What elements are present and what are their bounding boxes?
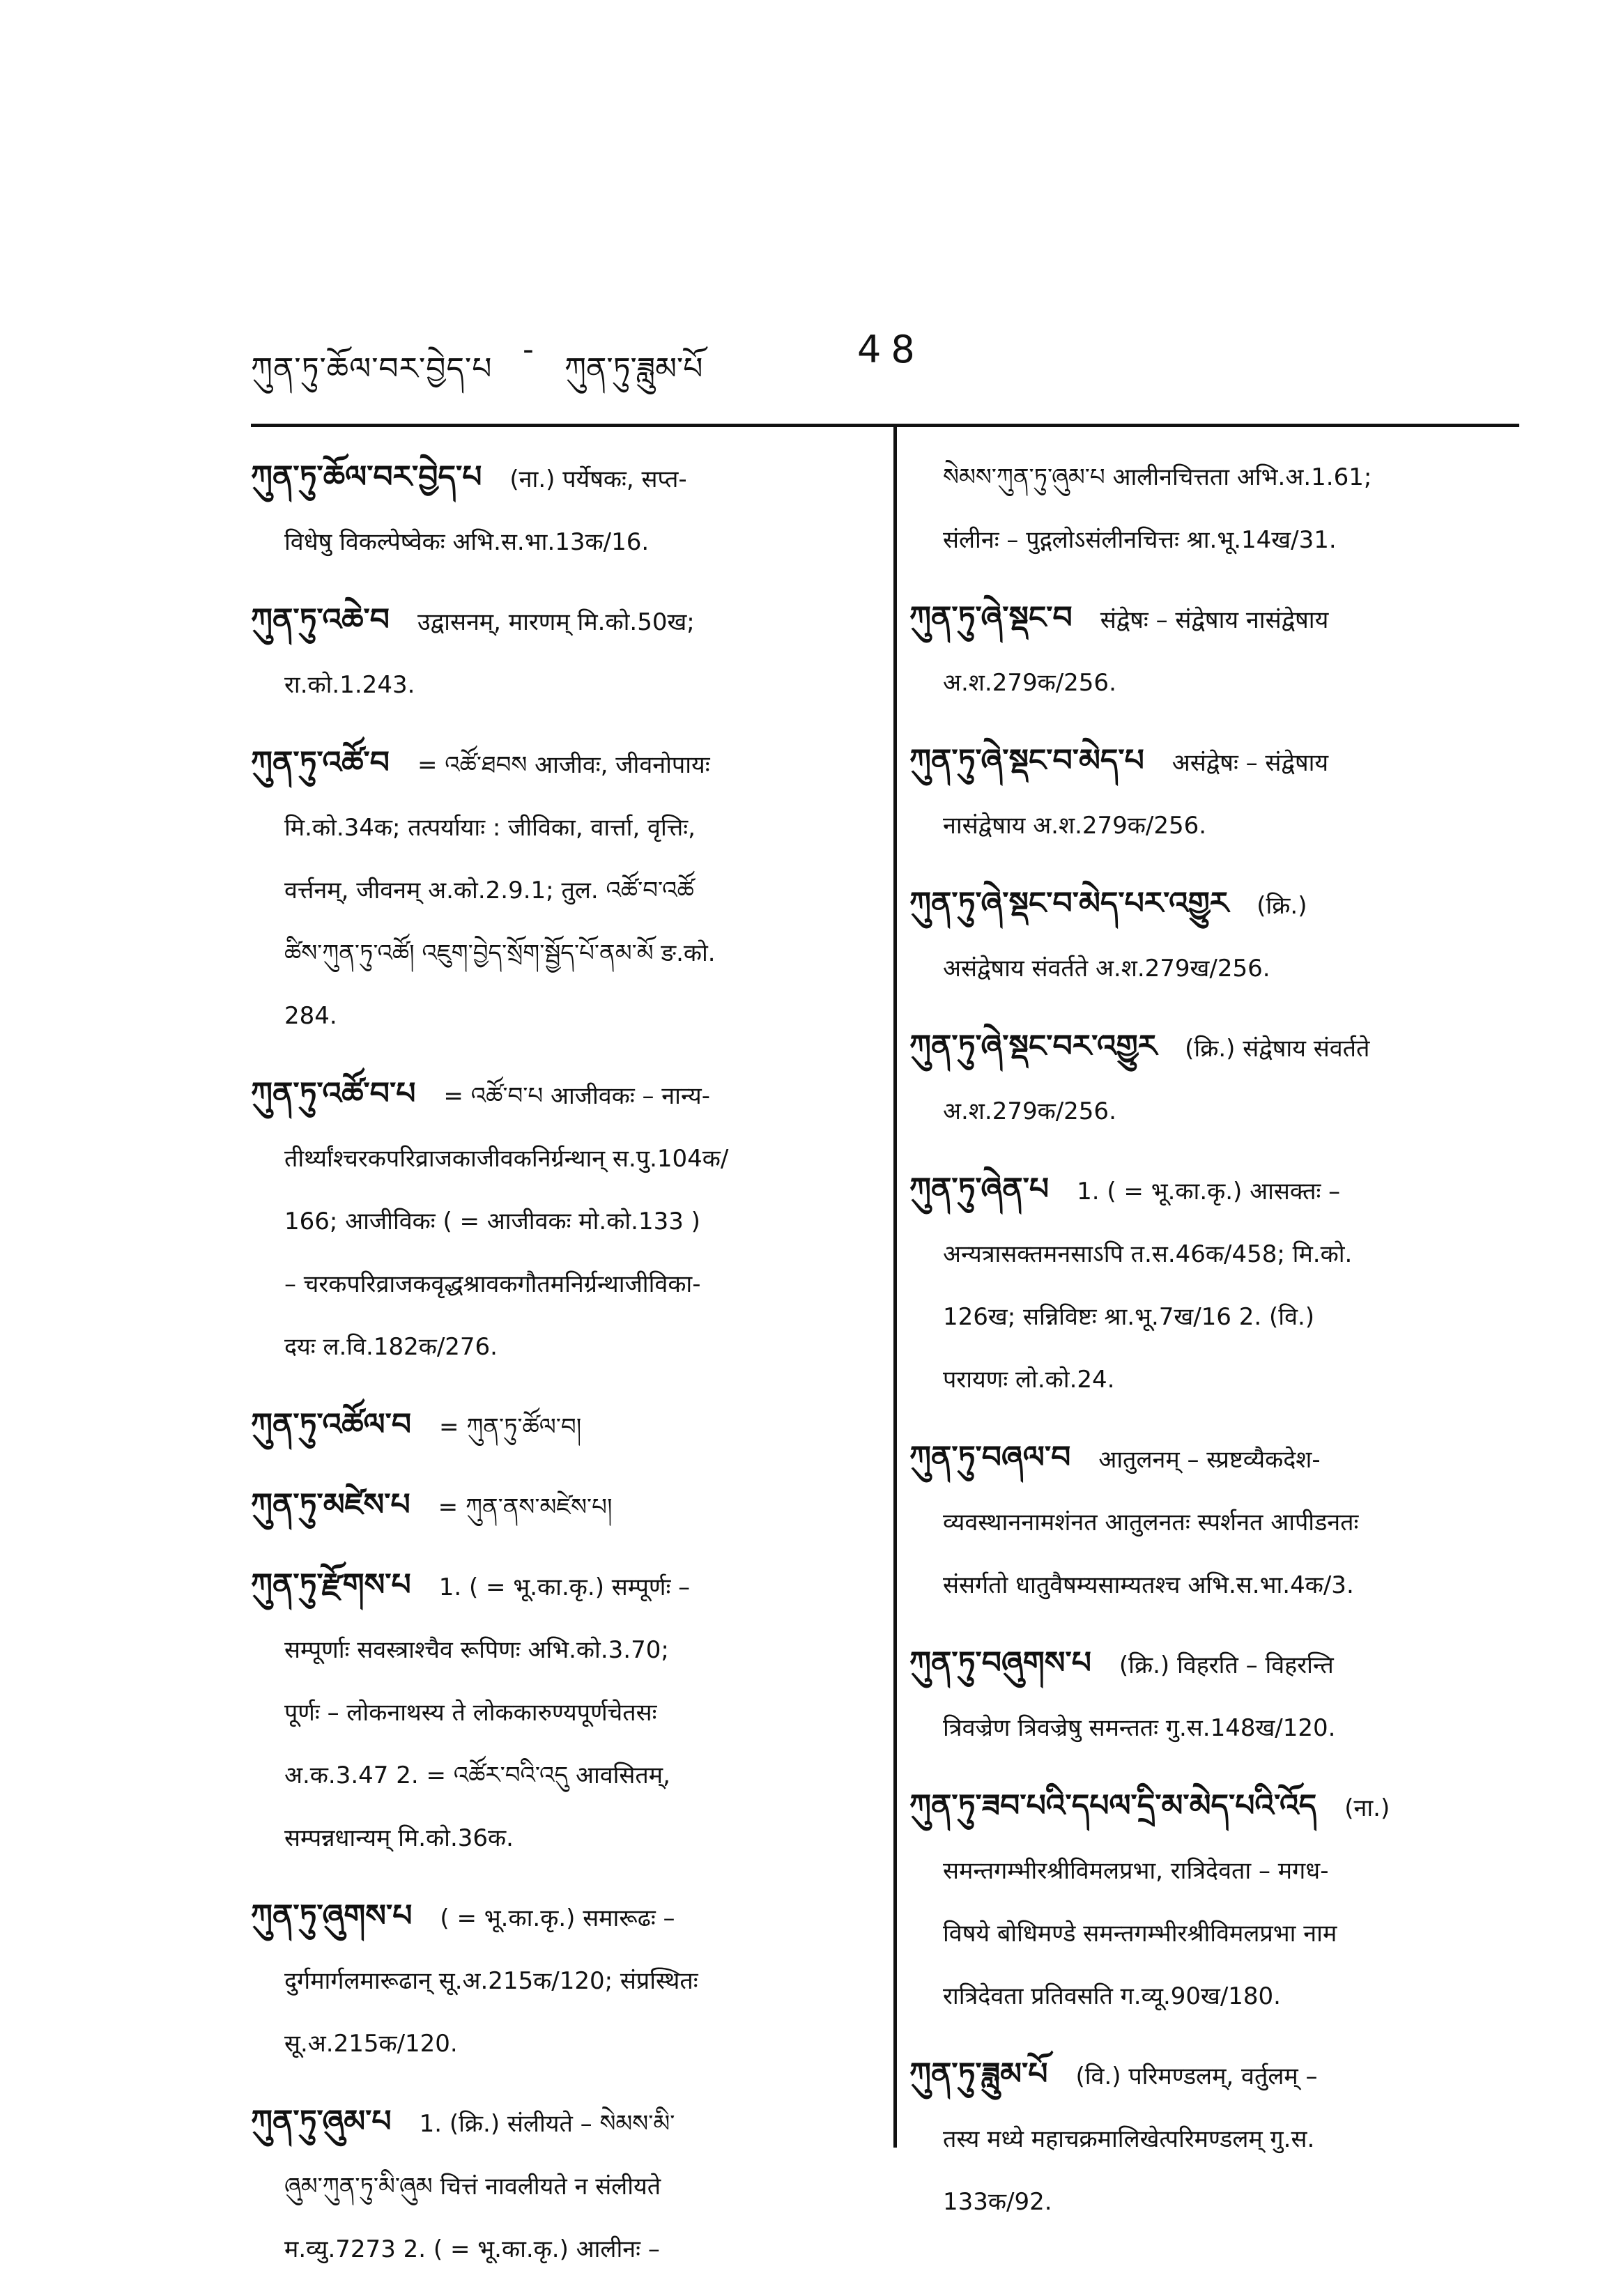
entry-text: 133क/92. (943, 2188, 1052, 2216)
entry-line (251, 2090, 878, 2155)
entry-line (251, 1190, 878, 1253)
entry-line (909, 1840, 1523, 1902)
dictionary-entry (251, 589, 878, 716)
dictionary-entry (909, 1426, 1523, 1617)
dictionary-entry (909, 1775, 1523, 2028)
entry-text: = འཚོ་ཐབས आजीवः, जीवनोपायः (417, 751, 710, 779)
entry-text: (क्रि.) संद्वेषाय संवर्तते (1185, 1035, 1370, 1063)
page-number: 48 (857, 328, 925, 371)
entry-line (909, 1080, 1523, 1143)
entry-text: संलीनः – पुद्गलोऽसंलीनचित्तः श्रा.भू.14ख/31. (943, 526, 1337, 554)
entry-line (909, 937, 1523, 1000)
entry-text: असंद्वेषाय संवर्तते अ.श.279ख/256. (943, 955, 1270, 983)
entry-line (251, 1554, 878, 1619)
entry-text: ཚིས་ཀུན་ཏུ་འཚོ། འཇུག་བྱེད་སྲོག་སྦྱོད་པོ་ནམ་མོ ङ.को. (284, 939, 716, 967)
entry-headword: ཀུན་ཏུ་ཞེ་སྡང་བ (909, 600, 1073, 635)
entry-line (251, 1681, 878, 1744)
entry-line (909, 1223, 1523, 1286)
entry-text: परायणः लो.को.24. (943, 1366, 1115, 1394)
dictionary-entry (909, 872, 1523, 1000)
entry-line (909, 794, 1523, 857)
entry-text: विषये बोधिमण्डे समन्तगम्भीरश्रीविमलप्रभा नाम (943, 1920, 1337, 1948)
entry-line (909, 1775, 1523, 1840)
entry-text: ( = भू.का.कृ.) समारूढः – (440, 1904, 675, 1932)
entry-text: असंद्वेषः – संद्वेषाय (1171, 749, 1329, 777)
entry-text: = ཀུན་ཏུ་ཚོལ་བ། (439, 1413, 582, 1441)
dictionary-entry (251, 1554, 878, 1870)
dictionary-entry (251, 1885, 878, 2075)
dictionary-entry (251, 446, 878, 573)
entry-text: मि.को.34क; तत्पर्यायाः : जीविका, वार्त्ता, वृत्तिः, (284, 814, 696, 842)
entry-line (909, 652, 1523, 714)
entry-text: 284. (284, 1002, 337, 1030)
entry-headword: ཀུན་ཏུ་རྫོགས་པ (251, 1567, 411, 1603)
entry-line (909, 872, 1523, 937)
entry-text: तस्य मध्ये महाचक्रमालिखेत्परिमण्डलम् गु.स. (943, 2125, 1315, 2153)
entry-headword: ཀུན་ཏུ་འཚོ་བ་པ (251, 1076, 416, 1111)
entry-text: म.व्यु.7273 2. ( = भू.का.कृ.) आलीनः – (284, 2235, 660, 2263)
entry-text: 166; आजीविकः ( = आजीवकः मो.को.133 ) (284, 1208, 700, 1235)
entry-headword: ཀུན་ཏུ་ཞེ་སྡང་བར་འགྱུར (909, 1028, 1158, 1064)
entry-line (909, 1965, 1523, 2028)
entry-line (251, 1474, 878, 1539)
entry-text: रात्रिदेवता प्रतिवसति ग.व्यू.90ख/180. (943, 1982, 1281, 2010)
entry-text: पूर्णः – लोकनाथस्य ते लोककारुण्यपूर्णचेतसः (284, 1699, 657, 1727)
entry-headword: ཀུན་ཏུ་ཟབ་པའི་དཔལ་དྲི་མ་མེད་པའི་འོད (909, 1788, 1317, 1824)
entry-text: वर्त्तनम्, जीवनम् अ.को.2.9.1; तुल. འཚོ་བ་འཚོ (284, 877, 694, 904)
entry-line (909, 1902, 1523, 1965)
entry-line (251, 1394, 878, 1458)
entry-text: उद्वासनम्, मारणम् मि.को.50ख; (417, 608, 695, 636)
entry-line (909, 1158, 1523, 1223)
entry-text: सम्पन्नधान्यम् मि.को.36क. (284, 1824, 514, 1852)
entry-headword: ཀུན་ཏུ་ཞུགས་པ (251, 1898, 413, 1934)
entry-text: 1. (क्रि.) संलीयते – སེམས་མི་ (419, 2110, 675, 2138)
column-divider (893, 426, 897, 2148)
entry-text: दुर्गमार्गलमारूढान् सू.अ.215क/120; संप्रस्थितः (284, 1967, 698, 1995)
entry-line (251, 1744, 878, 1807)
left-column (251, 446, 878, 2296)
entry-line (909, 1015, 1523, 1080)
entry-text: सू.अ.215क/120. (284, 2030, 458, 2058)
entry-line (251, 796, 878, 859)
entry-line (909, 2108, 1523, 2171)
entry-line (251, 1316, 878, 1378)
entry-text: = འཚོ་བ་པ आजीवकः – नान्य- (443, 1082, 710, 1110)
entry-headword: ཀུན་ཏུ་ཞུམ་པ (251, 2104, 392, 2139)
entry-text: (क्रि.) विहरति – विहरन्ति (1119, 1651, 1334, 1679)
entry-text: (क्रि.) (1257, 892, 1307, 920)
header-dash: - (523, 332, 534, 367)
entry-text: तीर्थ्यांश्चरकपरिव्राजकाजीवकनिर्ग्रन्थान् स.पु.104क/ (284, 1145, 729, 1173)
entry-headword: ཀུན་ཏུ་མཛེས་པ (251, 1487, 410, 1523)
entry-text: संसर्गतो धातुवैषम्यसाम्यतश्च अभि.स.भा.4क/3. (943, 1571, 1354, 1599)
entry-headword: ཀུན་ཏུ་བཞུགས་པ (909, 1645, 1091, 1681)
entry-text: व्यवस्थाननामशंनत आतुलनतः स्पर्शनत आपीडनतः (943, 1509, 1359, 1536)
entry-text: आतुलनम् – स्प्रष्टव्यैकदेश- (1098, 1446, 1321, 1474)
entry-headword: ཀུན་ཏུ་ཞེ་སྡང་བ་མེད་པ (909, 743, 1144, 778)
dictionary-entry (251, 1474, 878, 1539)
entry-line (251, 1127, 878, 1190)
entry-text: (वि.) परिमण्डलम्, वर्तुलम् – (1075, 2063, 1318, 2090)
dictionary-entry (251, 2090, 878, 2281)
entry-text: विधेषु विकल्पेष्वेकः अभि.स.भा.13क/16. (284, 528, 650, 556)
entry-headword: ཀུན་ཏུ་ཞེན་པ (909, 1171, 1050, 1207)
entry-headword: ཀུན་ཏུ་འཚོ་བ (251, 745, 390, 780)
entry-line (909, 509, 1523, 571)
entry-line (909, 1426, 1523, 1491)
entry-line (909, 1348, 1523, 1411)
entry-text: = ཀུན་ནས་མཛེས་པ། (438, 1493, 613, 1521)
entry-line (251, 511, 878, 573)
entry-text: 126ख; सन्निविष्टः श्रा.भू.7ख/16 2. (वि.) (943, 1303, 1315, 1331)
entry-line (909, 587, 1523, 652)
dictionary-entry (909, 730, 1523, 857)
entry-line (251, 1950, 878, 2012)
entry-line (251, 2155, 878, 2218)
entry-line (251, 1253, 878, 1316)
entry-text: अन्यत्रासक्तमनसाऽपि त.स.46क/458; मि.को. (943, 1240, 1353, 1268)
entry-text: संद्वेषः – संद्वेषाय नासंद्वेषाय (1100, 606, 1329, 634)
entry-line (251, 2012, 878, 2075)
right-column (909, 446, 1523, 2249)
entry-headword: ཀུན་ཏུ་ཞེ་སྡང་བ་མེད་པར་འགྱུར (909, 886, 1229, 921)
entry-text: सम्पूर्णाः सवस्त्राश्चैव रूपिणः अभि.को.3.70; (284, 1636, 669, 1664)
entry-line (251, 1063, 878, 1127)
dictionary-entry (909, 2043, 1523, 2233)
entry-text: 1. ( = भू.का.कृ.) आसक्तः – (1077, 1178, 1341, 1205)
dictionary-entry (251, 1394, 878, 1458)
entry-text: – चरकपरिव्राजकवृद्धश्रावकगौतमनिर्ग्रन्थाजीविका- (284, 1270, 701, 1298)
dictionary-entry (909, 587, 1523, 714)
entry-line (251, 859, 878, 922)
entry-line (251, 732, 878, 796)
entry-line (909, 1491, 1523, 1554)
entry-text: अ.श.279क/256. (943, 669, 1116, 697)
dictionary-entry (251, 732, 878, 1047)
entry-line (909, 1554, 1523, 1617)
entry-text: 1. ( = भू.का.कृ.) सम्पूर्णः – (438, 1573, 691, 1601)
entry-line (251, 1885, 878, 1950)
entry-line (251, 1807, 878, 1870)
entry-headword: ཀུན་ཏུ་འཆེ་བ (251, 602, 390, 638)
entry-text: समन्तगम्भीरश्रीविमलप्रभा, रात्रिदेवता – मगध- (943, 1857, 1329, 1885)
entry-line (251, 2218, 878, 2281)
entry-text: (ना.) (1344, 1794, 1390, 1822)
header-rule (251, 424, 1519, 427)
entry-line (909, 1697, 1523, 1759)
entry-text: སེམས་ཀུན་ཏུ་ཞུམ་པ आलीनचित्तता अभि.अ.1.61; (943, 463, 1372, 491)
entry-line (909, 2171, 1523, 2233)
entry-line (909, 1632, 1523, 1697)
header-last-headword: ཀུན་ཏུ་ཟླུམ་པོ (564, 351, 703, 387)
header-first-headword: ཀུན་ཏུ་ཆོལ་བར་བྱེད་པ (251, 351, 493, 387)
entry-line (909, 1286, 1523, 1348)
entry-line (251, 985, 878, 1047)
entry-text: अ.श.279क/256. (943, 1097, 1116, 1125)
dictionary-entry (909, 1632, 1523, 1759)
entry-line (251, 922, 878, 985)
entry-headword: ཀུན་ཏུ་འཚོལ་བ (251, 1407, 412, 1442)
entry-line (251, 1619, 878, 1681)
entry-text: अ.क.3.47 2. = འཚོར་བའི་འདུ आवसितम्, (284, 1762, 670, 1789)
entry-headword: ཀུན་ཏུ་ཆོལ་བར་བྱེད་པ (251, 459, 482, 495)
entry-text: दयः ल.वि.182क/276. (284, 1333, 498, 1361)
entry-text: (ना.) पर्येषकः, सप्त- (509, 465, 687, 493)
entry-line (251, 589, 878, 654)
entry-text: रा.को.1.243. (284, 671, 415, 699)
entry-text: ཞུམ་ཀུན་ཏུ་མི་ཞུམ चित्तं नावलीयते न संलीयते (284, 2173, 661, 2201)
entry-text: त्रिवज्रेण त्रिवज्रेषु समन्ततः गु.स.148ख/120. (943, 1714, 1336, 1742)
entry-line (251, 446, 878, 511)
entry-line (909, 2043, 1523, 2108)
dictionary-entry (251, 1063, 878, 1378)
entry-line (909, 446, 1523, 509)
entry-line (909, 730, 1523, 794)
dictionary-entry (909, 1015, 1523, 1143)
running-header (251, 328, 1519, 387)
dictionary-entry (909, 1158, 1523, 1411)
entry-headword: ཀུན་ཏུ་བཞལ་བ (909, 1440, 1071, 1475)
entry-text: नासंद्वेषाय अ.श.279क/256. (943, 812, 1207, 840)
entry-headword: ཀུན་ཏུ་ཟླུམ་པོ (909, 2056, 1048, 2092)
dictionary-entry (909, 446, 1523, 571)
entry-line (251, 654, 878, 716)
